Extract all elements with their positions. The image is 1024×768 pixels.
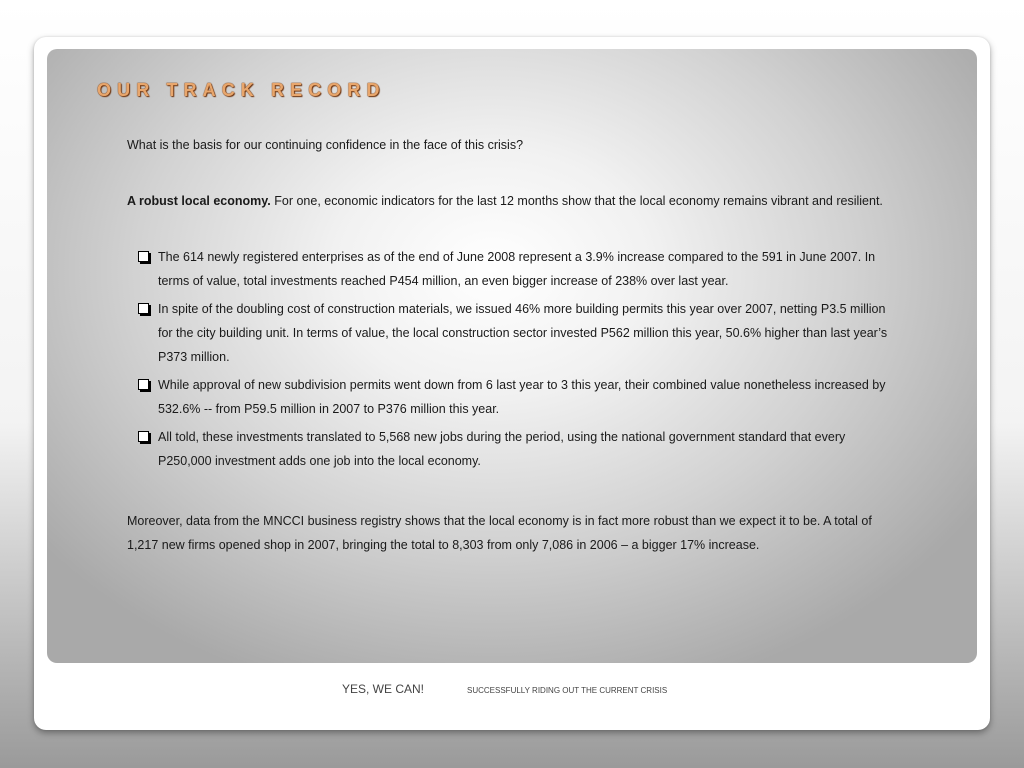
slide-title: OUR TRACK RECORD	[97, 80, 386, 100]
bullet-item	[158, 245, 889, 293]
bullet-text: While approval of new subdivision permits went down from 6 last year to 3 this year, their combined value nonetheless increased by 532.6% -- from P59.5 million in 2007 to P376 million this year.	[158, 378, 886, 416]
bullet-text: The 614 newly registered enterprises as of the end of June 2008 represent a 3.9% increase compared to the 591 in June 2007. In terms of value, total investments reached P454 million, an even bigger increase of 238% over last year.	[158, 250, 876, 288]
lead-paragraph	[127, 189, 889, 213]
lead-bold-text: A robust local economy.	[127, 194, 271, 208]
bullet-list	[127, 245, 889, 473]
bullet-item	[158, 373, 889, 421]
checkbox-square-icon	[138, 431, 149, 442]
closing-paragraph: Moreover, data from the MNCCI business registry shows that the local economy is in fact more robust than we expect it to be. A total of 1,217 new firms opened shop in 2007, bringing the total to 8,303 from only 7,086 in 2006 – a bigger 17% increase.	[127, 514, 872, 552]
bullet-text: All told, these investments translated to 5,568 new jobs during the period, using the national government standard that every P250,000 investment adds one job into the local economy.	[158, 430, 846, 468]
slide-body	[127, 133, 889, 557]
bullet-item	[158, 425, 889, 473]
lead-body-text: For one, economic indicators for the last 12 months show that the local economy remains vibrant and resilient.	[270, 194, 883, 208]
footer-tagline: SUCCESSFULLY RIDING OUT THE CURRENT CRISIS	[467, 686, 668, 695]
checkbox-square-icon	[138, 303, 149, 314]
bullet-text: In spite of the doubling cost of construction materials, we issued 46% more building permits this year over 2007, netting P3.5 million for the city building unit. In terms of value, the local construction sector invested P562 million this year, 50.6% higher than last year’s P373 million.	[158, 302, 888, 364]
checkbox-square-icon	[138, 251, 149, 262]
footer-slogan: YES, WE CAN!	[342, 682, 425, 696]
bullet-item	[158, 297, 889, 369]
checkbox-square-icon	[138, 379, 149, 390]
intro-question: What is the basis for our continuing confidence in the face of this crisis?	[127, 138, 524, 152]
